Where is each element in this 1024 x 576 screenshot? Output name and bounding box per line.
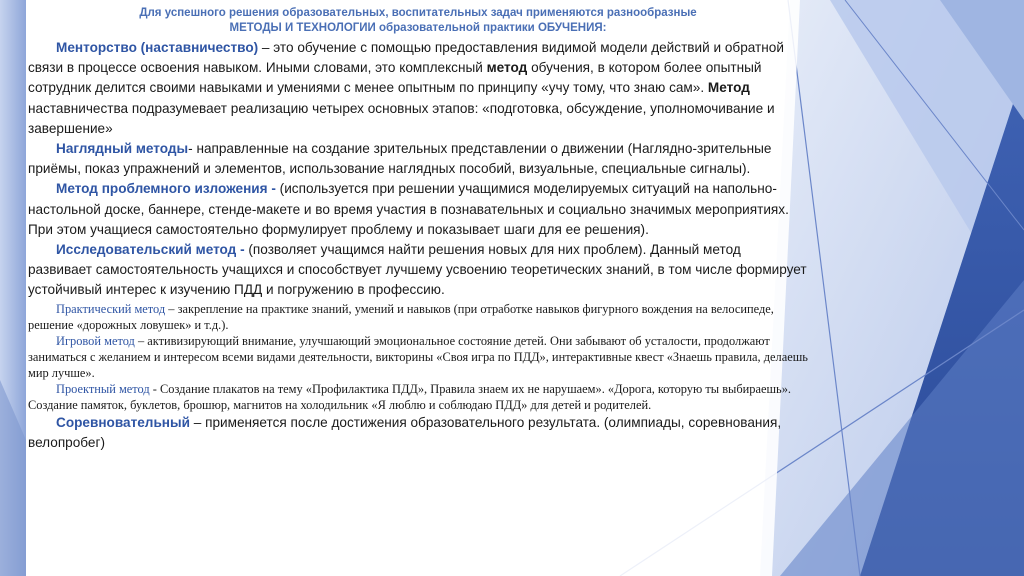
slide-content [28,6,808,453]
section-game: Игровой метод – активизирующий внимание, улучшающий эмоциональное состояние детей. Они забывают об усталости, продолжают заниматься с желанием и интересом всеми видами деятельности, викторины «Своя игра по ПДД», интерактивные квест «Знаешь правила, делаешь мир лучше». [28,333,808,380]
heading-line-1: Для успешного решения образовательных, воспитательных задач применяются разнообразные [139,7,697,19]
term-research: Исследовательский метод - [56,242,245,258]
term-competitive: Соревновательный [56,414,190,430]
heading-line-2: МЕТОДЫ И ТЕХНОЛОГИИ образовательной практики ОБУЧЕНИЯ: [229,22,607,34]
term-game: Игровой метод [56,333,135,348]
section-mentor: Менторство (наставничество) – это обучение с помощью предоставления видимой модели действий и обратной связи в процессе освоения навыком. Иными словами, это комплексный метод обучения, в котором более опытный сотрудник делится своими навыками и умениями с менее опытным по принципу «учу тому, что знаю сам». Метод наставничества подразумевает реализацию четырех основных этапов: «подготовка, обсуждение, уполномочивание и завершение» [28,40,784,136]
term-mentor: Менторство (наставничество) [56,40,259,55]
section-problem: Метод проблемного изложения - (используется при решении учащимися моделируемых ситуаций на напольно-настольной доске, баннере, стенде-макете и во время участия в познавательных и социально значимых мероприятиях. При этом учащиеся самостоятельно формулирует проблему и показывает шаги для ее решения). [28,181,789,237]
term-practical: Практический метод [56,301,166,316]
term-visual: Наглядный методы [56,141,189,157]
term-problem: Метод проблемного изложения - [56,181,276,197]
section-project: Проектный метод - Создание плакатов на тему «Профилактика ПДД», Правила знаем их не нарушаем». «Дорога, которую ты выбираешь». Создание памяток, буклетов, брошюр, магнитов на холодильник «Я люблю и соблюдаю ПДД» для детей и родителей. [28,381,791,412]
section-practical: Практический метод – закрепление на практике знаний, умений и навыков (при отработке навыков фигурного вождения на велосипеде, решение «дорожных ловушек» и т.д.). [28,301,774,332]
term-project: Проектный метод [56,381,150,396]
slide-heading [28,6,808,36]
section-research: Исследовательский метод - (позволяет учащимся найти решения новых для них проблем). Данный метод развивает самостоятельность учащихся и способствует лучшему усвоению теоретических знаний, в том числе формирует устойчивый интерес к изучению ПДД и погружению в профессию. [28,242,807,298]
section-competitive: Соревновательный – применяется после достижения образовательного результата. (олимпиады, соревнования, велопробег) [28,414,782,450]
section-visual: Наглядный методы- направленные на создание зрительных представлении о движении (Наглядно-зрительные приёмы, показ упражнений и элементов, использование наглядных пособий, визуальные, специальные сигналы). [28,141,772,177]
